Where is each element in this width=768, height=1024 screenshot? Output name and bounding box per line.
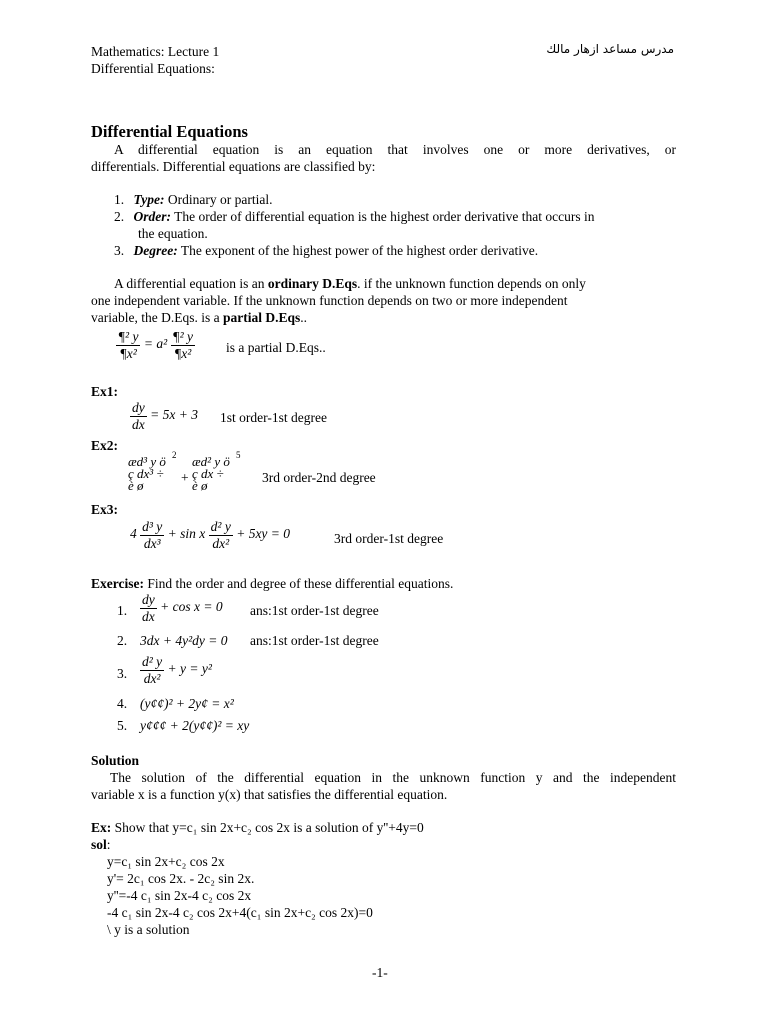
class-item-type: 1. Type: Ordinary or partial. — [114, 192, 273, 207]
page-title: Differential Equations — [91, 122, 248, 141]
example-step-1: y=c₁ sin 2x+c₂ cos 2x — [107, 854, 225, 869]
exercise-item-4-eq: (y¢¢)² + 2y¢ = x² — [140, 696, 234, 711]
ex3-equation: 4 $\frac{\text{d³ y}}{\text{dx³}}$ + sin x $\frac{\text{d² y}}{\text{dx²}}$ + 5xy = 0 — [130, 519, 291, 551]
exercise-item-1-eq: $\frac{dy}{dx}$ + cos x = 0 — [142, 592, 223, 624]
ex3-label: Ex3: — [91, 502, 118, 517]
ex3-description: 3rd order-1st degree — [334, 531, 444, 546]
solution-para-line-1: The solution of the differential equation in the unknown function y and the independent — [110, 770, 676, 785]
example-statement: Ex: Show that y=c₁ sin 2x+c₂ cos 2x is a solution of y''+4y=0 — [91, 820, 424, 835]
ex2-term-1: æd³ y ö ç dx³ ÷ è ø — [128, 454, 166, 493]
intro-line-1: A differential equation is an equation that involves one or more derivatives, or — [114, 142, 676, 157]
header-topic: Differential Equations: — [91, 61, 215, 76]
exercise-item-2-eq: 3dx + 4y²dy = 0 — [140, 633, 228, 648]
class-item-degree: 3. Degree: The exponent of the highest power of the highest order derivative. — [114, 243, 539, 258]
exercise-intro: Exercise: Find the order and degree of these differential equations. — [91, 576, 454, 591]
solution-para-line-2: variable x is a function y(x) that satisfies the differential equation. — [91, 787, 448, 802]
ex2-label: Ex2: — [91, 438, 118, 453]
pde-label: is a partial D.Eqs.. — [226, 340, 326, 355]
ordinary-para-line-3: variable, the D.Eqs. is a partial D.Eqs.. — [91, 310, 307, 325]
page-number: -1- — [372, 965, 388, 980]
ordinary-para-line-2: one independent variable. If the unknown function depends on two or more independent — [91, 293, 568, 308]
exercise-item-2-num: 2. — [117, 633, 128, 648]
example-step-3: y''=-4 c₁ sin 2x-4 c₂ cos 2x — [107, 888, 252, 903]
exercise-item-1-answer: ans:1st order-1st degree — [250, 603, 379, 618]
ex2-term-2: æd² y ö ç dx ÷ è ø — [192, 454, 230, 493]
ex1-description: 1st order-1st degree — [220, 410, 327, 425]
solution-heading: Solution — [91, 753, 140, 768]
class-item-order: 2. Order: The order of differential equation is the highest order derivative that occurs in — [114, 209, 595, 224]
header-course: Mathematics: Lecture 1 — [91, 44, 220, 59]
ex2-exponent-1: 2 — [172, 450, 177, 460]
exercise-item-5-num: 5. — [117, 718, 128, 733]
exercise-item-3-eq: $\frac{\text{d² y}}{\text{dx²}}$ + y = y² — [142, 654, 212, 686]
exercise-item-5-eq: y¢¢¢ + 2(y¢¢)² = xy — [140, 718, 250, 733]
exercise-item-2-answer: ans:1st order-1st degree — [250, 633, 379, 648]
exercise-item-4-num: 4. — [117, 696, 128, 711]
pde-equation: $\frac{\text{¶² y}}{\text{¶x²}}$ = a² $\frac{\text{¶² y}}{\text{¶x²}}$ — [118, 329, 194, 361]
ordinary-para-line-1: A differential equation is an ordinary D.Eqs. if the unknown function depends on only — [114, 276, 586, 291]
ex1-equation: $\frac{dy}{dx}$ = 5x + 3 — [132, 400, 198, 432]
intro-line-2: differentials. Differential equations are classified by: — [91, 159, 376, 174]
header-instructor: مدرس مساعد ازهار مالك — [546, 42, 674, 56]
class-item-order-cont: the equation. — [138, 226, 208, 241]
example-conclusion: \ y is a solution — [107, 922, 190, 937]
example-sol-label: sol: — [91, 837, 111, 852]
ex2-exponent-2: 5 — [236, 450, 241, 460]
ex2-description: 3rd order-2nd degree — [262, 470, 376, 485]
ex1-label: Ex1: — [91, 384, 118, 399]
exercise-item-1-num: 1. — [117, 603, 128, 618]
exercise-item-3-num: 3. — [117, 666, 128, 681]
example-step-4: -4 c₁ sin 2x-4 c₂ cos 2x+4(c₁ sin 2x+c₂ cos 2x)=0 — [107, 905, 373, 920]
example-step-2: y'= 2c₁ cos 2x. - 2c₂ sin 2x. — [107, 871, 255, 886]
ex2-plus: + — [181, 470, 189, 485]
